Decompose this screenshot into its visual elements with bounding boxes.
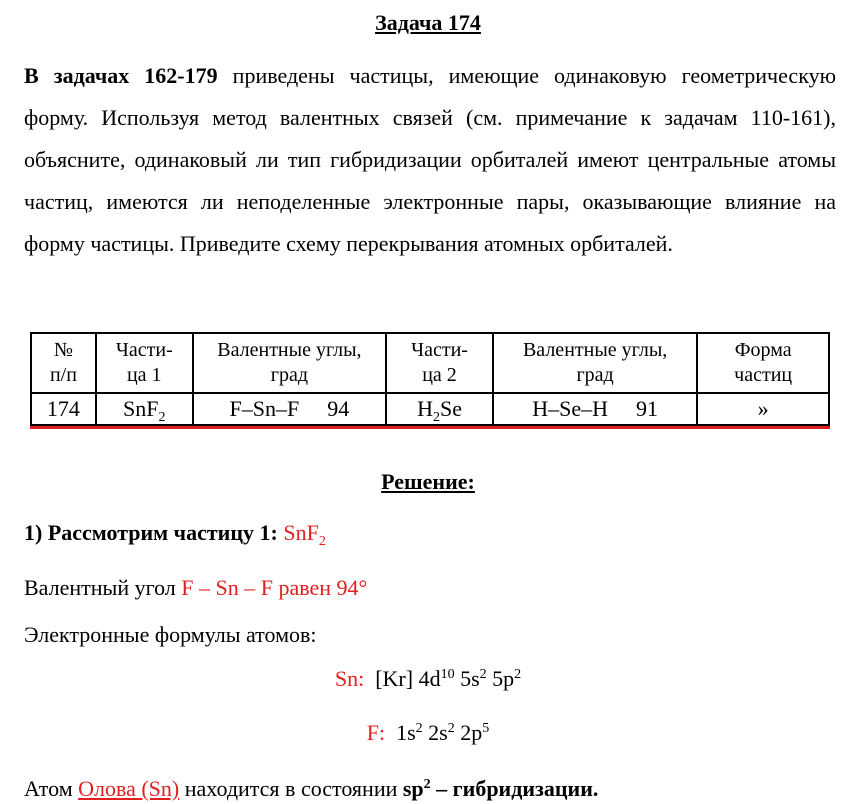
red-underline-divider xyxy=(30,426,830,429)
table-header-row xyxy=(31,333,829,393)
header-particle-1: Части- ца 1 xyxy=(96,333,193,393)
cell-particle-1: SnF$_2$ xyxy=(96,393,193,425)
cell-number: 174 xyxy=(31,393,96,425)
step-1-heading xyxy=(24,518,326,548)
header-number: № п/п xyxy=(31,333,96,393)
task-title: Задача 174 xyxy=(375,10,481,35)
table-row xyxy=(31,393,829,425)
angle-statement: Валентный угол F – Sn – F равен 94° xyxy=(24,575,368,600)
header-angles-1: Валентные углы, град xyxy=(193,333,386,393)
task-description xyxy=(24,55,836,265)
header-shape: Форма частиц xyxy=(697,333,829,393)
cell-shape: » xyxy=(697,393,829,425)
cell-angle-2: H–Se–H 91 xyxy=(493,393,697,425)
header-particle-2: Части- ца 2 xyxy=(386,333,493,393)
angle-value: F – Sn – F равен 94° xyxy=(181,575,368,600)
task-text: приведены частицы, имеющие одинаковую геометрическую форму. Используя метод валентных связей (см. примечание к задачам 110-161), объясните, одинаковый ли тип гибридизации орбиталей имеют центральные атомы частиц, имеются ли неподеленные электронные пары, оказывающие влияние на форму частицы. Приведите схему перекрывания атомных орбиталей. xyxy=(24,63,837,256)
step-1-particle: SnF$_2$ xyxy=(283,520,326,549)
header-angles-2: Валентные углы, град xyxy=(493,333,697,393)
sn-electron-formula: Sn: [Kr] $4d^{10}$ $5s^2$ $5p^2$ xyxy=(334,666,522,691)
hybridization-statement: Атом Олова (Sn) находится в состоянии $sp^2$ – гибридизации. xyxy=(24,776,599,801)
solution-heading: Решение: xyxy=(381,469,475,494)
cell-angle-1: F–Sn–F 94 xyxy=(193,393,386,425)
f-symbol: F: xyxy=(366,720,386,745)
cell-particle-2: $H_2Se$ xyxy=(386,393,493,425)
sn-symbol: Sn: xyxy=(334,666,365,691)
task-range-label: В задачах 162-179 xyxy=(24,63,218,88)
step-1-label: 1) Рассмотрим частицу 1: xyxy=(24,520,278,545)
f-electron-formula: F: $1s^2$ $2s^2$ $2p^5$ xyxy=(366,720,490,745)
atom-name: Олова (Sn) xyxy=(78,776,180,801)
formulas-heading: Электронные формулы атомов: xyxy=(24,622,317,647)
particles-table xyxy=(30,332,830,426)
